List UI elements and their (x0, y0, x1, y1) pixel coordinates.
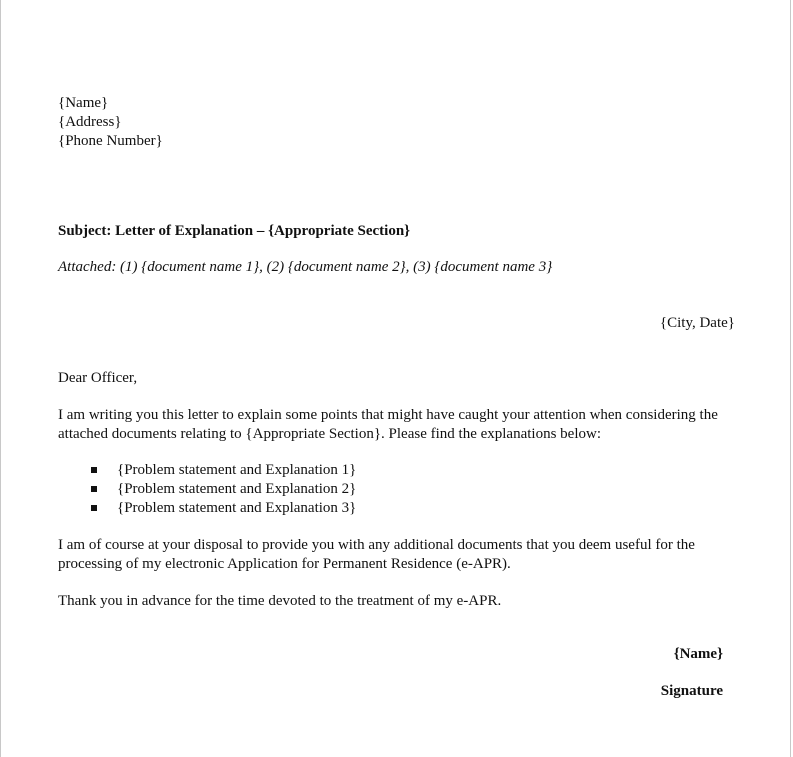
greeting: Dear Officer, (58, 370, 138, 386)
attachments-line: Attached: (1) {document name 1}, (2) {document name 2}, (3) {document name 3} (58, 259, 553, 275)
sender-phone: {Phone Number} (58, 133, 163, 149)
disposal-paragraph: I am of course at your disposal to provide you with any additional documents that you deem useful for the processing of my electronic Application for Permanent Residence (e-APR). (58, 537, 695, 572)
square-bullet-icon (91, 467, 97, 473)
square-bullet-icon (91, 505, 97, 511)
sender-block (58, 94, 163, 151)
intro-paragraph: I am writing you this letter to explain some points that might have caught your attention when considering the attached documents relating to {Appropriate Section}. Please find the explanations below: (58, 407, 718, 442)
list-item (91, 461, 356, 480)
explanation-list (91, 461, 356, 518)
sender-name: {Name} (58, 95, 109, 111)
sender-address: {Address} (58, 114, 122, 130)
list-item-text: {Problem statement and Explanation 1} (117, 462, 357, 478)
list-item-text: {Problem statement and Explanation 3} (117, 500, 357, 516)
thanks-paragraph: Thank you in advance for the time devoted to the treatment of my e-APR. (58, 593, 502, 609)
list-item (91, 480, 356, 499)
subject-line: Subject: Letter of Explanation – {Appropriate Section} (58, 223, 411, 239)
city-date: {City, Date} (659, 315, 735, 331)
list-item-text: {Problem statement and Explanation 2} (117, 481, 357, 497)
square-bullet-icon (91, 486, 97, 492)
signature-label: Signature (660, 683, 723, 699)
signature-name: {Name} (673, 646, 723, 662)
list-item (91, 499, 356, 518)
